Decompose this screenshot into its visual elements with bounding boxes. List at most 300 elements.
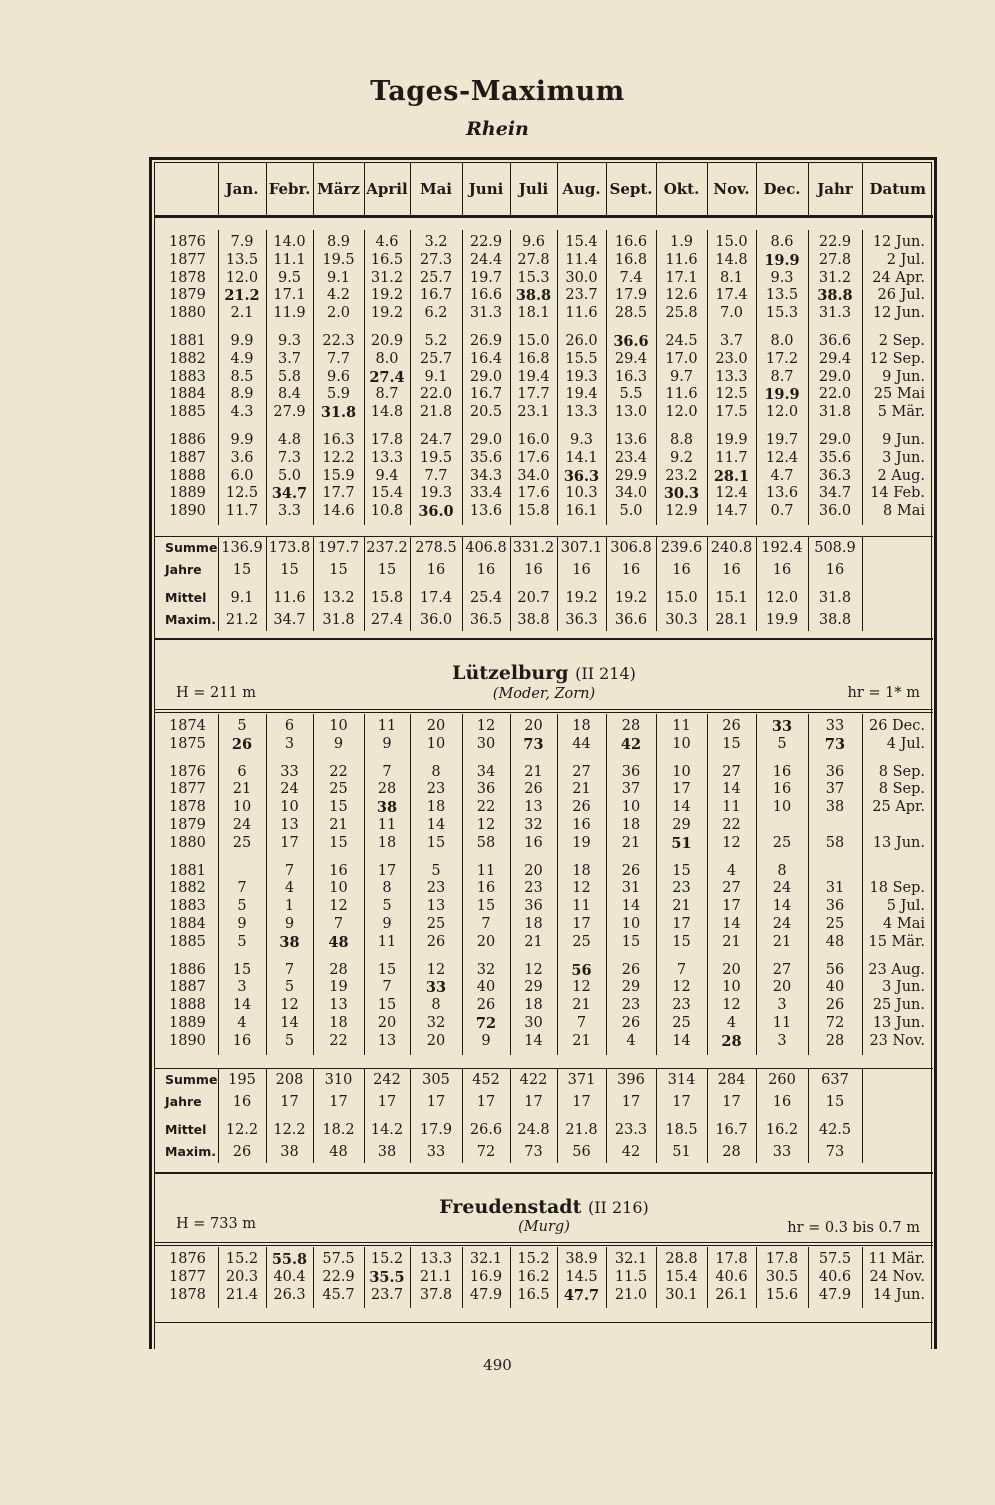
cell-value: 47.9 <box>818 1286 852 1303</box>
cell-value: 38 <box>376 799 398 817</box>
cell-value: 2.1 <box>230 305 254 322</box>
summary-value: 36.6 <box>606 609 656 631</box>
cell-value: 15 <box>377 997 397 1014</box>
cell-value: 37 <box>621 781 641 798</box>
cell-value: 17.7 <box>322 485 355 502</box>
cell-value: 26 <box>621 862 641 879</box>
summary-value: 33 <box>410 1141 462 1163</box>
cell-value: 16.2 <box>517 1268 550 1285</box>
cell-value: 18 <box>572 862 591 879</box>
cell-value: 14 <box>722 781 741 798</box>
cell-value: 25 Apr. <box>872 799 925 816</box>
cell-value: 34 <box>476 763 496 780</box>
cell-value: 8 <box>382 880 392 897</box>
summary-value: 25.4 <box>462 581 510 609</box>
cell-value: 10 <box>232 799 252 816</box>
cell-value: 5 Mär. <box>877 404 925 421</box>
cell-value: 17.8 <box>370 431 404 448</box>
summary-value: 33 <box>756 1141 808 1163</box>
cell-value: 12 Jun. <box>872 234 925 250</box>
cell-value: 29.4 <box>818 350 852 367</box>
cell-value: 1887 <box>169 979 206 996</box>
cell-value: 20.5 <box>469 404 503 421</box>
value-cell <box>462 714 510 758</box>
value-cell <box>266 426 313 525</box>
cell-value: 13.6 <box>614 431 648 448</box>
cell-value: 1886 <box>169 961 206 978</box>
value-cell <box>218 327 266 426</box>
cell-value: 36 <box>825 898 845 915</box>
cell-value: 20 <box>772 979 792 996</box>
cell-value: 26 <box>426 933 446 950</box>
value-cell <box>707 714 756 758</box>
cell-value: 5 Jul. <box>886 898 925 915</box>
cell-value: 32 <box>476 961 496 978</box>
cell-value: 8 Mai <box>883 503 925 520</box>
cell-value: 10 <box>722 979 741 996</box>
cell-value: 11.1 <box>273 251 306 268</box>
page-number: 490 <box>483 1356 512 1374</box>
cell-value: 4.7 <box>770 467 794 484</box>
cell-value: 26 <box>722 718 741 734</box>
cell-value: 37.8 <box>419 1286 453 1303</box>
cell-value: 11.9 <box>273 305 306 322</box>
luetzelburg-rivers: (Moder, Zorn) <box>492 686 596 702</box>
summary-value: 38.8 <box>808 609 862 631</box>
cell-value: 16.7 <box>469 386 503 403</box>
value-cell <box>218 1247 266 1308</box>
cell-value: 23.7 <box>565 287 598 304</box>
cell-value: 7 <box>676 961 687 978</box>
summary-value: 278.5 <box>410 537 462 560</box>
cell-value: 10 <box>280 799 299 816</box>
summary-value: 26.6 <box>462 1113 510 1141</box>
summary-value: 73 <box>808 1141 862 1163</box>
cell-value: 19.3 <box>565 368 598 385</box>
cell-value: 15.2 <box>517 1251 550 1267</box>
cell-value: 19.5 <box>322 251 355 268</box>
cell-value: 29.0 <box>818 368 852 385</box>
cell-value: 17.0 <box>665 350 698 367</box>
cell-value: 11 <box>772 1014 792 1031</box>
cell-value: 1890 <box>169 1032 206 1049</box>
cell-value: 7 <box>382 763 392 780</box>
cell-value: 32.1 <box>469 1251 503 1267</box>
value-cell <box>510 956 557 1055</box>
cell-value: 1887 <box>169 449 206 466</box>
summary-value: 239.6 <box>656 537 707 560</box>
cell-value: 7 <box>382 979 392 996</box>
summary-value: 195 <box>218 1069 266 1092</box>
cell-value: 1878 <box>169 269 206 286</box>
cell-value: 24 Nov. <box>869 1268 925 1285</box>
cell-value: 4.3 <box>230 404 254 421</box>
value-cell <box>606 714 656 758</box>
cell-value: 57.5 <box>322 1251 355 1267</box>
cell-value: 21 <box>232 781 252 798</box>
summary-row <box>155 537 933 560</box>
cell-value: 4 <box>284 880 295 897</box>
cell-value: 28 <box>377 781 397 798</box>
value-cell <box>606 426 656 525</box>
column-header-cell: Febr. <box>266 163 313 217</box>
value-cell <box>410 426 462 525</box>
table-row <box>155 327 933 426</box>
cell-value: 15 <box>329 799 348 816</box>
cell-value: 36.6 <box>818 332 852 349</box>
cell-value: 16.3 <box>322 431 355 448</box>
cell-value: 21 <box>722 933 741 950</box>
column-header-cell: Datum <box>862 163 933 217</box>
summary-value <box>862 1141 933 1163</box>
cell-value: 3 <box>284 735 295 752</box>
value-cell <box>808 230 862 327</box>
cell-value: 15.4 <box>665 1268 698 1285</box>
summary-value: 31.8 <box>313 609 364 631</box>
cell-value <box>863 863 926 881</box>
cell-value: 36.6 <box>613 332 649 350</box>
cell-value: 9 <box>284 915 295 932</box>
value-cell <box>462 230 510 327</box>
cell-value: 8.8 <box>669 431 694 448</box>
cell-value: 29.4 <box>614 350 648 367</box>
cell-value: 22.9 <box>322 1268 355 1285</box>
cell-value: 12 <box>476 718 496 734</box>
summary-value: 17 <box>557 1091 606 1113</box>
cell-value: 24 <box>232 816 252 833</box>
cell-value: 8 Sep. <box>878 763 925 780</box>
cell-value: 19.4 <box>565 386 598 403</box>
summary-value: 21.2 <box>218 609 266 631</box>
cell-value: 38 <box>279 933 300 951</box>
cell-value: 34.0 <box>517 467 550 484</box>
cell-value: 20 <box>426 718 446 734</box>
cell-value: 8.0 <box>770 332 794 349</box>
summary-value: 16 <box>756 559 808 581</box>
summary-value: 16 <box>606 559 656 581</box>
cell-value: 13 <box>426 898 446 915</box>
cell-value: 14 <box>722 915 741 932</box>
value-cell <box>266 714 313 758</box>
section-divider <box>155 1322 933 1323</box>
cell-value: 1880 <box>169 305 206 322</box>
cell-value: 31.8 <box>818 404 852 421</box>
value-cell <box>606 857 656 956</box>
cell-value: 4.8 <box>277 431 302 448</box>
cell-value: 14.0 <box>273 234 306 250</box>
cell-value: 9 <box>382 735 392 752</box>
cell-value: 2 Jul. <box>886 251 925 268</box>
cell-value: 26 Jul. <box>877 287 925 304</box>
cell-value: 25 <box>572 933 591 950</box>
cell-value: 9.1 <box>424 368 448 385</box>
cell-value <box>757 817 808 835</box>
summary-value: 26 <box>218 1141 266 1163</box>
cell-value: 21 <box>524 933 543 950</box>
table-row <box>155 426 933 525</box>
cell-value: 8.5 <box>230 368 254 385</box>
cell-value: 1886 <box>169 431 206 448</box>
cell-value: 16.9 <box>469 1268 503 1285</box>
cell-value: 12 <box>572 979 591 996</box>
cell-value: 15.4 <box>370 485 404 502</box>
summary-value: 17.9 <box>410 1113 462 1141</box>
luetzelburg-title <box>155 662 933 684</box>
summary-label: Summe <box>155 537 218 560</box>
cell-value: 18 Sep. <box>869 880 925 897</box>
cell-value: 19.2 <box>370 287 404 304</box>
value-cell <box>410 1247 462 1308</box>
cell-value: 16 <box>772 781 792 798</box>
cell-value: 13 <box>280 816 299 833</box>
cell-value: 24.7 <box>419 431 453 448</box>
cell-value: 27.8 <box>818 251 852 268</box>
cell-value: 1879 <box>169 287 206 304</box>
cell-value: 10 <box>772 799 792 816</box>
value-cell <box>364 1247 410 1308</box>
cell-value: 11 <box>572 898 591 915</box>
cell-value: 9 Jun. <box>882 368 925 385</box>
cell-value: 16 <box>524 834 543 851</box>
cell-value: 10.8 <box>370 503 404 520</box>
cell-value: 19.7 <box>469 269 503 286</box>
cell-value: 5 <box>284 1032 295 1049</box>
cell-value: 23.0 <box>715 350 748 367</box>
cell-value: 15.3 <box>517 269 550 286</box>
cell-value: 12 <box>280 997 299 1014</box>
cell-value: 12.9 <box>665 503 698 520</box>
cell-value: 32.1 <box>614 1251 648 1267</box>
cell-value: 9.9 <box>230 332 254 349</box>
cell-value: 13.3 <box>715 368 748 385</box>
cell-value: 9.3 <box>277 332 302 349</box>
cell-value: 18 <box>524 915 543 932</box>
value-cell <box>266 1247 313 1308</box>
value-cell <box>410 956 462 1055</box>
year-cell <box>155 758 218 857</box>
value-cell <box>557 857 606 956</box>
cell-value: 23.1 <box>517 404 550 421</box>
cell-value: 5 <box>237 933 247 950</box>
cell-value: 5.2 <box>424 332 448 349</box>
cell-value: 3 <box>237 979 247 996</box>
summary-value <box>862 1069 933 1092</box>
cell-value: 17.1 <box>665 269 698 286</box>
cell-value: 8.7 <box>770 368 794 385</box>
cell-value: 5 <box>284 979 295 996</box>
page-subtitle: Rhein <box>466 118 529 140</box>
cell-value: 13 <box>524 799 543 816</box>
datum-cell <box>862 758 933 857</box>
value-cell <box>707 758 756 857</box>
cell-value: 13.3 <box>419 1251 453 1267</box>
cell-value: 31 <box>621 880 641 897</box>
value-cell <box>656 714 707 758</box>
summary-value: 17 <box>313 1091 364 1113</box>
summary-value: 637 <box>808 1069 862 1092</box>
cell-value: 12.4 <box>715 485 748 502</box>
cell-value: 14 <box>426 816 446 833</box>
summary-value: 15 <box>364 559 410 581</box>
cell-value: 21 <box>672 898 691 915</box>
cell-value: 17 <box>672 915 691 932</box>
cell-value: 6.2 <box>424 305 448 322</box>
cell-value: 15 <box>476 898 496 915</box>
summary-value: 15 <box>266 559 313 581</box>
value-cell <box>808 426 862 525</box>
summary-value: 17 <box>410 1091 462 1113</box>
cell-value: 5 <box>237 718 247 734</box>
cell-value: 25 <box>825 915 845 932</box>
cell-value: 24 <box>280 781 299 798</box>
summary-label: Mittel <box>165 1122 207 1137</box>
summary-value: 48 <box>313 1141 364 1163</box>
cell-value: 25.7 <box>419 350 453 367</box>
summary-row <box>155 1113 933 1141</box>
cell-value: 12 Sep. <box>869 350 925 367</box>
cell-value: 26 <box>621 961 641 978</box>
cell-value: 16.6 <box>614 234 648 250</box>
summary-value: 15.1 <box>707 581 756 609</box>
value-cell <box>707 426 756 525</box>
cell-value: 12.0 <box>765 404 799 421</box>
summary-value: 36.0 <box>410 609 462 631</box>
cell-value: 10 <box>426 735 446 752</box>
cell-value: 30.5 <box>765 1268 799 1285</box>
value-cell <box>510 1247 557 1308</box>
cell-value: 19.9 <box>764 386 800 404</box>
summary-value: 314 <box>656 1069 707 1092</box>
summary-label: Jahre <box>165 562 202 577</box>
summary-value: 306.8 <box>606 537 656 560</box>
cell-value: 20 <box>377 1014 397 1031</box>
summary-value: 242 <box>364 1069 410 1092</box>
cell-value: 17.2 <box>765 350 799 367</box>
cell-value: 7.9 <box>230 234 254 250</box>
cell-value: 16 <box>572 816 591 833</box>
cell-value: 19 <box>572 834 591 851</box>
rhein-summary <box>155 536 933 631</box>
cell-value: 18 <box>426 799 446 816</box>
cell-value: 4 <box>626 1032 636 1049</box>
value-cell <box>557 426 606 525</box>
cell-value: 13 Jun. <box>872 1014 925 1031</box>
cell-value: 47.9 <box>469 1286 503 1303</box>
value-cell <box>364 714 410 758</box>
summary-value: 15.8 <box>364 581 410 609</box>
cell-value: 1880 <box>169 834 206 851</box>
cell-value: 29.0 <box>818 431 852 448</box>
summary-label: Summe <box>155 1069 218 1092</box>
summary-value: 24.8 <box>510 1113 557 1141</box>
section-divider <box>155 709 933 710</box>
cell-value: 18.1 <box>517 305 550 322</box>
cell-value: 26 Dec. <box>869 718 925 734</box>
value-cell <box>266 327 313 426</box>
column-header-cell: Sept. <box>606 163 656 217</box>
value-cell <box>707 230 756 327</box>
luetzelburg-hr: hr = 1* m <box>847 685 920 701</box>
cell-value: 27 <box>572 763 591 780</box>
summary-value: 19.2 <box>557 581 606 609</box>
datum-cell <box>862 327 933 426</box>
year-cell <box>155 1247 218 1308</box>
cell-value: 23 <box>524 880 543 897</box>
value-cell <box>462 426 510 525</box>
cell-value: 24 Apr. <box>872 269 925 286</box>
summary-value: 16 <box>557 559 606 581</box>
cell-value: 16.5 <box>517 1286 550 1303</box>
cell-value: 30.0 <box>565 269 598 286</box>
summary-value: 42 <box>606 1141 656 1163</box>
cell-value: 24.4 <box>469 251 503 268</box>
cell-value: 17.6 <box>517 485 550 502</box>
summary-value: 36.5 <box>462 609 510 631</box>
cell-value: 21 <box>572 1032 591 1049</box>
cell-value: 10 <box>329 718 348 734</box>
summary-value: 310 <box>313 1069 364 1092</box>
summary-value: 19.2 <box>606 581 656 609</box>
cell-value: 9.3 <box>569 431 594 448</box>
summary-value: 192.4 <box>756 537 808 560</box>
cell-value: 13 <box>377 1032 397 1049</box>
cell-value: 17.8 <box>765 1251 799 1267</box>
value-cell <box>656 426 707 525</box>
year-cell <box>155 230 218 327</box>
value-cell <box>462 1247 510 1308</box>
value-cell <box>756 857 808 956</box>
cell-value: 58 <box>825 834 845 851</box>
cell-value: 24 <box>772 915 792 932</box>
cell-value: 2.0 <box>326 305 351 322</box>
cell-value: 27.4 <box>369 368 405 386</box>
cell-value: 15.3 <box>765 305 799 322</box>
cell-value: 19.7 <box>765 431 799 448</box>
cell-value: 20 <box>524 718 543 734</box>
cell-value: 3 <box>777 1032 787 1049</box>
cell-value: 26 <box>825 997 845 1014</box>
cell-value: 34.0 <box>614 485 648 502</box>
year-cell <box>155 426 218 525</box>
cell-value: 8.0 <box>375 350 399 367</box>
cell-value: 7.7 <box>424 467 448 484</box>
cell-value: 12 <box>426 961 446 978</box>
value-cell <box>656 327 707 426</box>
value-cell <box>510 426 557 525</box>
cell-value: 18 <box>524 997 543 1014</box>
summary-value: 16 <box>462 559 510 581</box>
cell-value: 12 <box>722 997 741 1014</box>
cell-value: 15.5 <box>565 350 598 367</box>
cell-value: 25.7 <box>419 269 453 286</box>
cell-value: 7 <box>481 915 491 932</box>
summary-value <box>862 559 933 581</box>
value-cell <box>557 956 606 1055</box>
cell-value: 16.5 <box>370 251 404 268</box>
cell-value: 26.9 <box>469 332 503 349</box>
value-cell <box>557 714 606 758</box>
cell-value: 17 <box>377 862 397 879</box>
cell-value: 17.1 <box>273 287 306 304</box>
cell-value: 9.5 <box>277 269 302 286</box>
value-cell <box>557 1247 606 1308</box>
cell-value: 13.3 <box>370 449 404 466</box>
cell-value: 9 <box>333 735 344 752</box>
summary-label: Maxim. <box>165 1144 216 1159</box>
cell-value: 26 <box>476 997 496 1014</box>
cell-value: 45.7 <box>322 1286 355 1303</box>
cell-value: 21 <box>621 834 641 851</box>
